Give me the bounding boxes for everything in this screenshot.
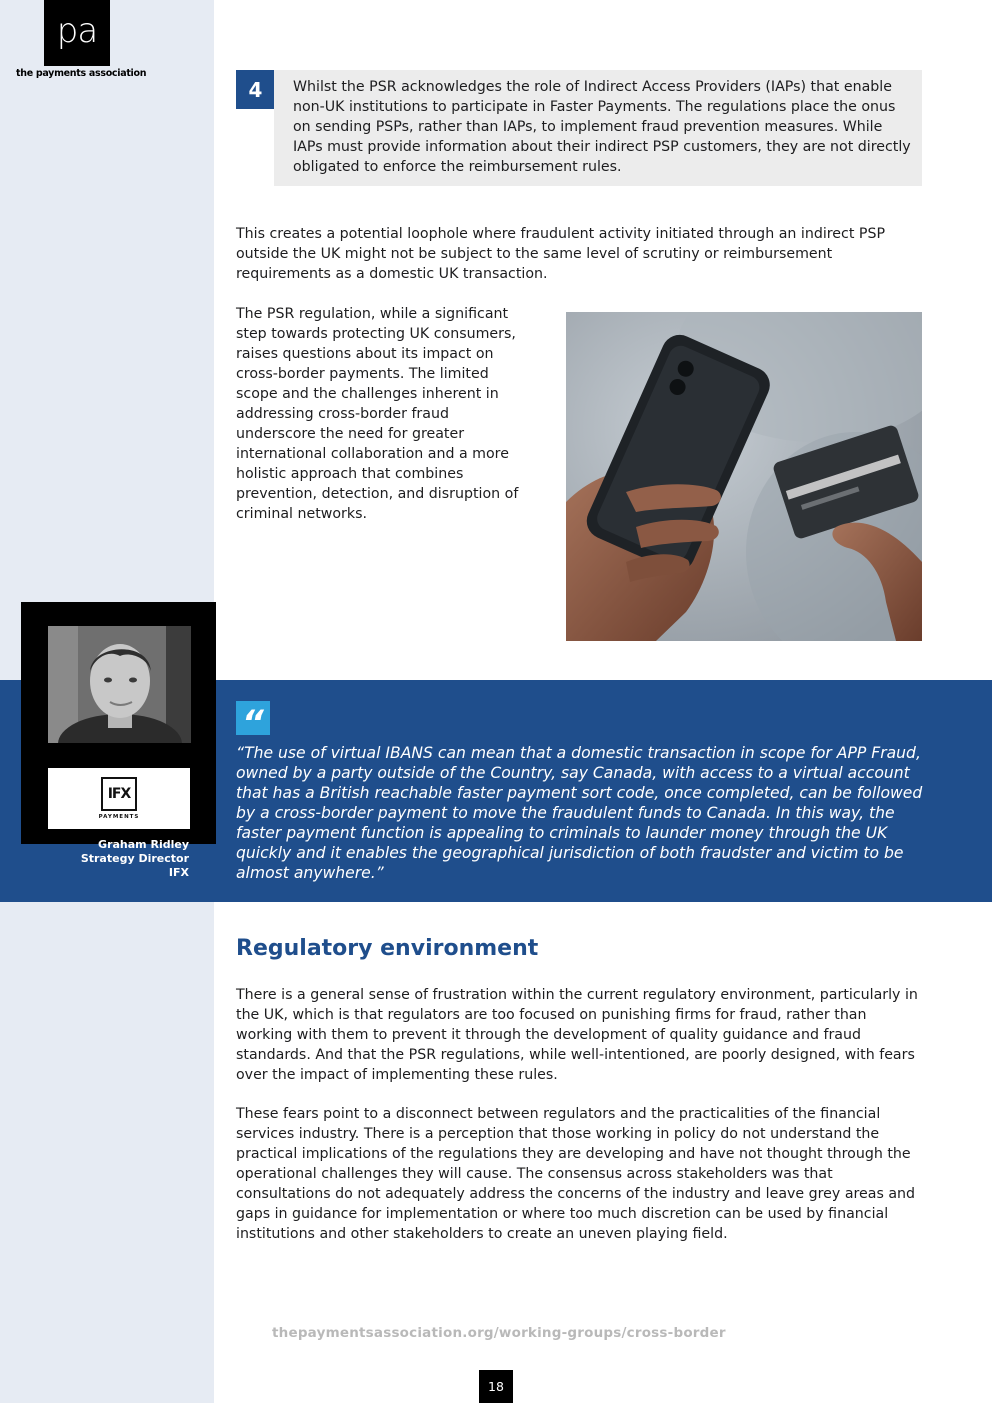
logo-letters: pa <box>56 11 98 51</box>
speaker-portrait <box>48 626 191 743</box>
payments-association-logo[interactable] <box>44 0 110 66</box>
speaker-title: Strategy Director <box>80 852 189 865</box>
speaker-company: IFX <box>168 866 189 879</box>
footer-link[interactable]: thepaymentsassociation.org/working-groups/cross-border <box>272 1325 726 1341</box>
ifx-logo-subtitle: PAYMENTS <box>98 814 140 820</box>
callout-number: 4 <box>236 70 275 109</box>
section-paragraph-1: There is a general sense of frustration within the current regulatory environment, particularly in the UK, which is that regulators are too focused on punishing firms for fraud, rather than working with them to prevent it through the development of quality guidance and fraud standards. And that the PSR regulations, while well-intentioned, are poorly designed, with fears over the impact of implementing these rules. <box>236 987 918 1083</box>
page-number: 18 <box>479 1370 513 1403</box>
body-paragraph-2: The PSR regulation, while a significant step towards protecting UK consumers, raises questions about its impact on cross-border payments. The limited scope and the challenges inherent in addressing cross-border fraud underscore the need for greater international collaboration and a more holistic approach that combines prevention, detection, and disruption of criminal networks. <box>236 306 519 522</box>
ifx-logo-mark: IFX <box>101 777 137 811</box>
speaker-card <box>21 602 216 844</box>
speaker-caption <box>81 838 189 880</box>
phone-and-card-photo <box>566 312 922 641</box>
callout-text: Whilst the PSR acknowledges the role of Indirect Access Providers (IAPs) that enable non-UK institutions to participate in Faster Payments. The regulations place the onus on sending PSPs, rather than IAPs, to implement fraud prevention measures. While IAPs must provide information about their indirect PSP customers, they are not directly obligated to enforce the reimbursement rules. <box>274 70 922 186</box>
body-paragraph-1: This creates a potential loophole where fraudulent activity initiated through an indirect PSP outside the UK might not be subject to the same level of scrutiny or reimbursement requirements as a domestic UK transaction. <box>236 226 886 282</box>
ifx-payments-logo <box>48 768 190 829</box>
section-paragraph-2: These fears point to a disconnect between regulators and the practicalities of the financial services industry. There is a perception that those working in policy do not understand the practical implications of the regulations they are developing and have not thought through the operational challenges they will cause. The consensus across stakeholders was that consultations do not adequately address the concerns of the industry and leave grey areas and gaps in guidance for implementation or where too much discretion can be used by financial institutions and other stakeholders to create an uneven playing field. <box>236 1106 916 1242</box>
quote-text: “The use of virtual IBANS can mean that a domestic transaction in scope for APP Fraud, owned by a party outside of the Country, say Canada, with access to a virtual account that has a British reachable faster payment sort code, once completed, can be followed by a cross-border payment to move the fraudulent funds to Canada. In this way, the faster payment function is appealing to criminals to launder money through the UK quickly and it enables the geographical jurisdiction of both fraudster and victim to be almost anywhere.” <box>236 744 923 882</box>
quote-mark-icon: “ <box>236 701 270 735</box>
logo-tagline: the payments association <box>16 68 147 79</box>
speaker-name: Graham Ridley <box>98 838 189 851</box>
section-heading: Regulatory environment <box>236 936 539 961</box>
